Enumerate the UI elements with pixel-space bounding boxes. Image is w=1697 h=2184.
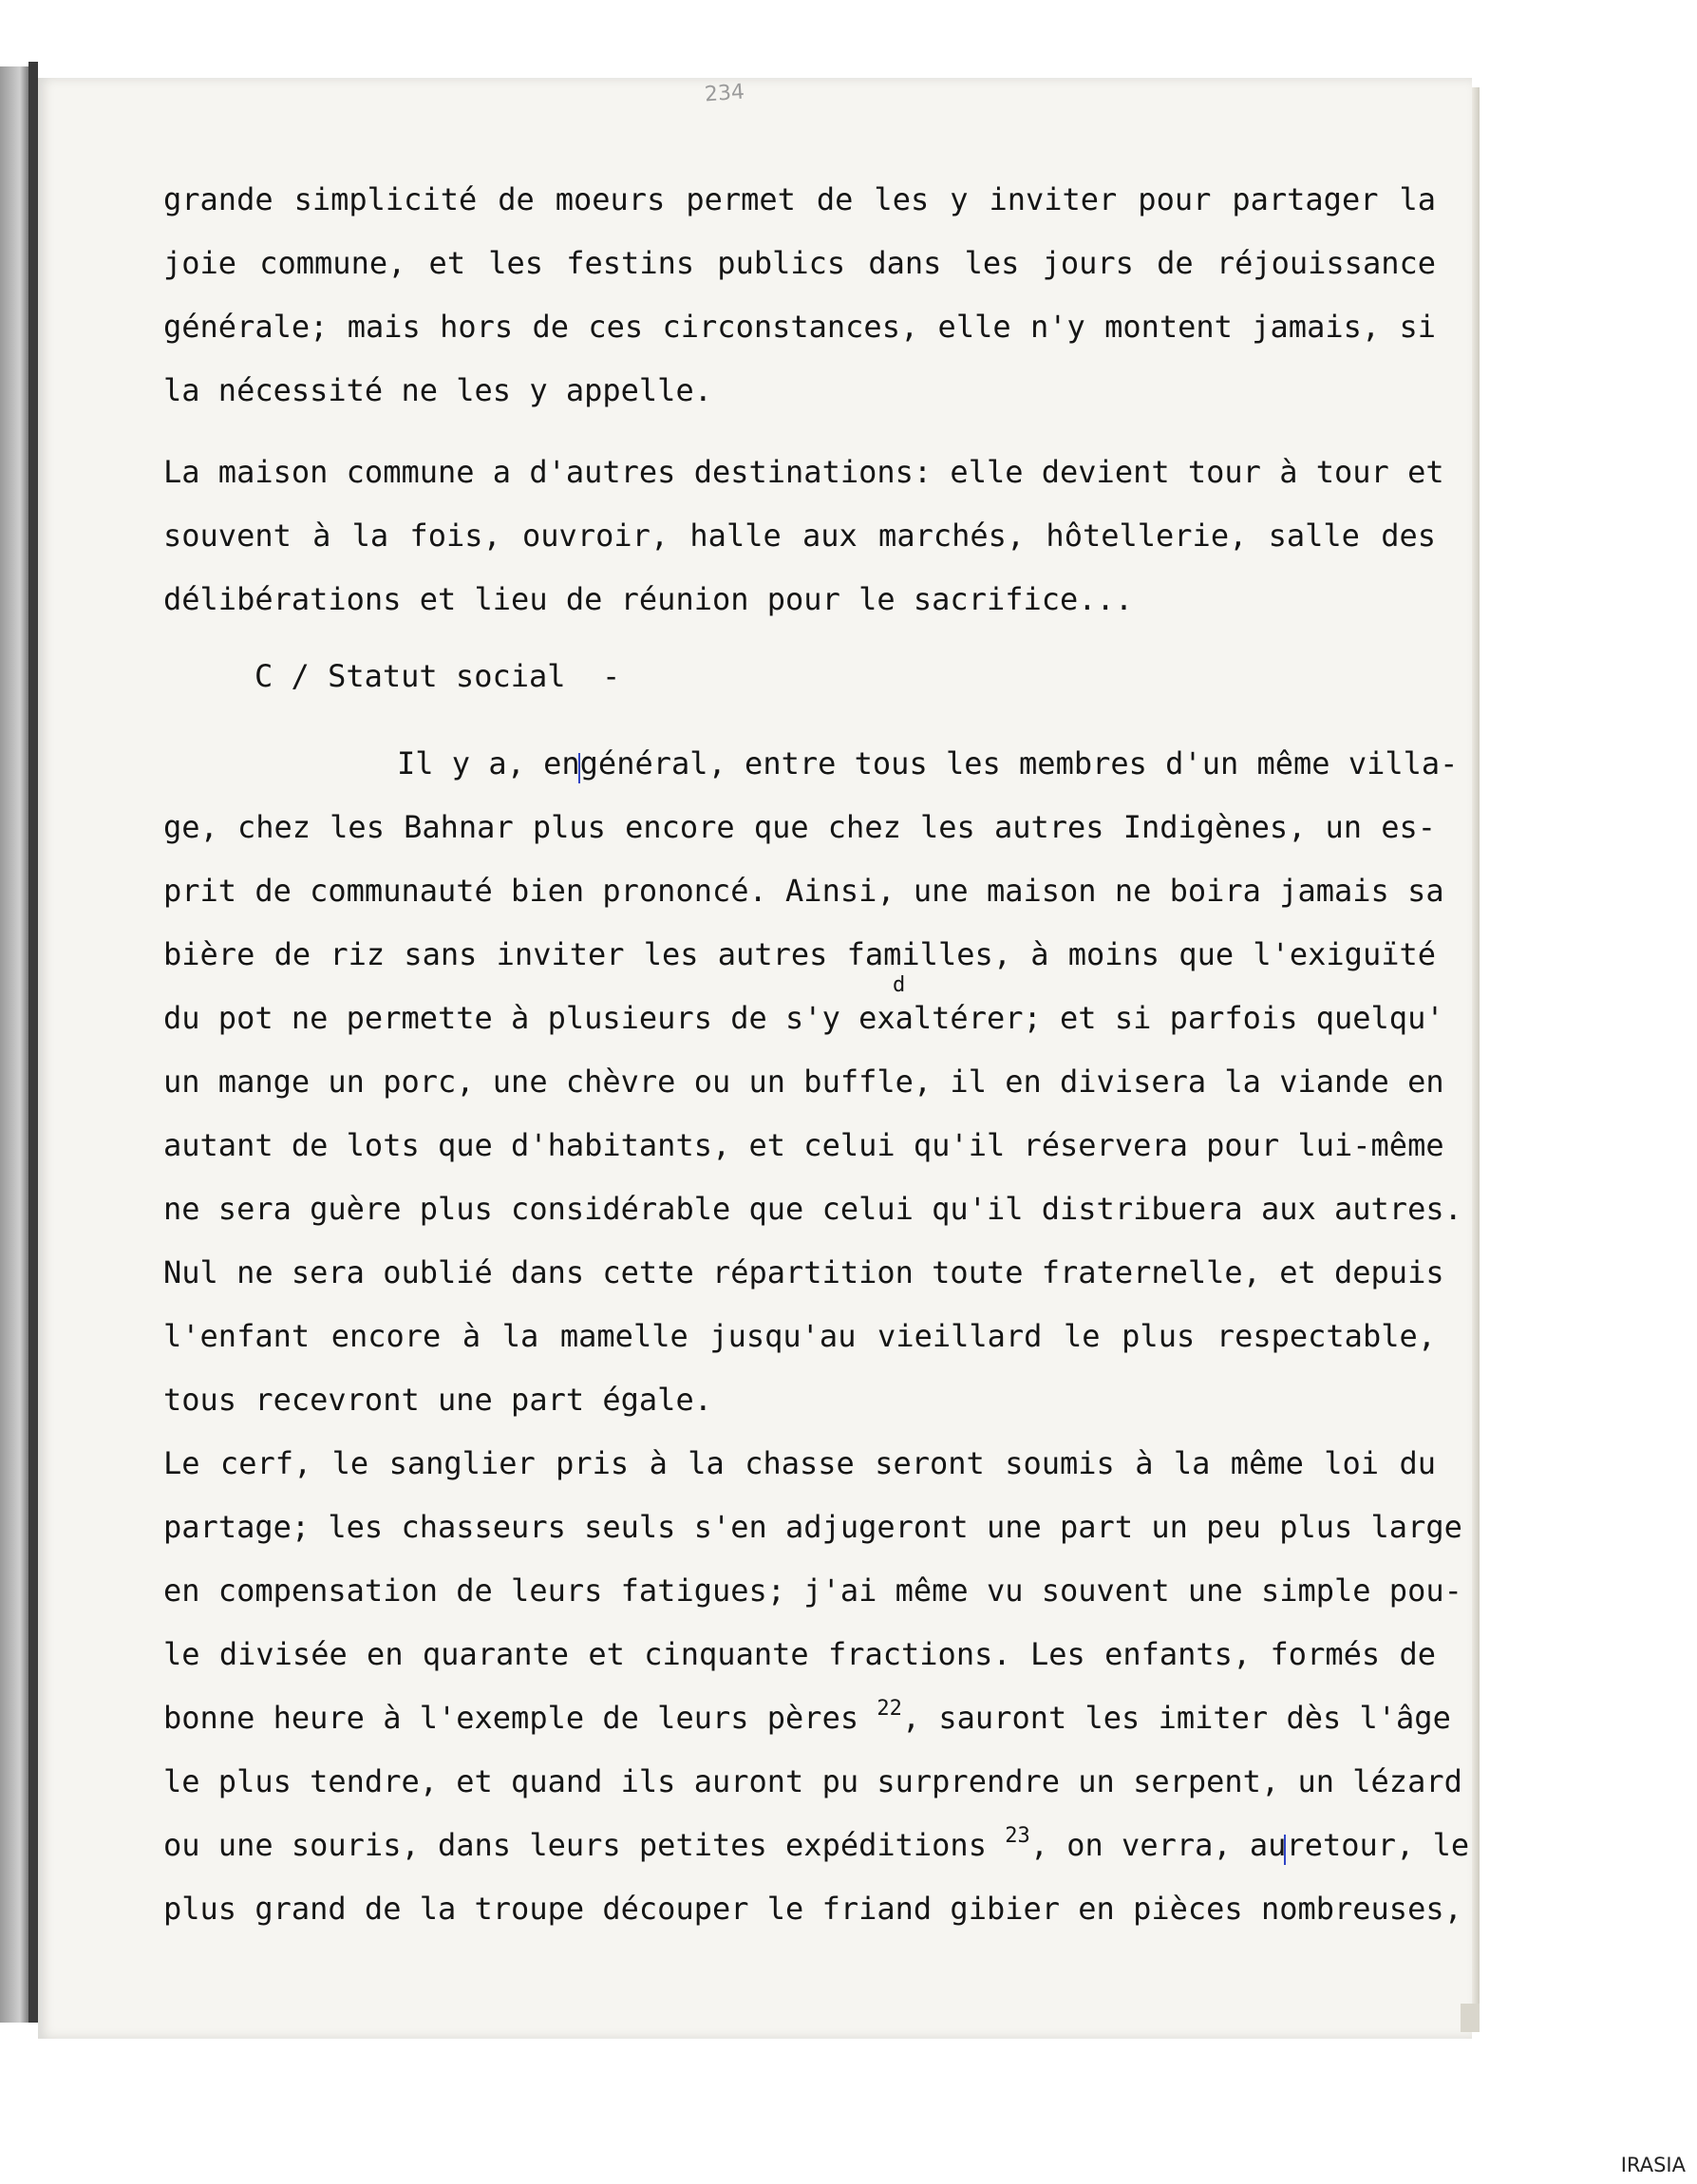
page-stack-edge <box>1472 87 1480 2029</box>
text-line: Le cerf, le sanglier pris à la chasse seront soumis à la même loi du <box>163 1445 1436 1481</box>
text-line: ge, chez les Bahnar plus encore que chez les autres Indigènes, un es- <box>163 809 1436 845</box>
text-line: ne sera guère plus considérable que celui qu'il distribuera aux autres. <box>163 1191 1462 1227</box>
text-line: ou une souris, dans leurs petites expéditions $^{23}$, on verra, auretour, le <box>163 1824 1470 1863</box>
book-gutter <box>28 62 38 2023</box>
text-line: générale; mais hors de ces circonstances, elle n'y montent jamais, si <box>163 309 1436 345</box>
footnote-ref-22: 22 <box>877 1697 902 1721</box>
footnote-ref-23: 23 <box>1005 1824 1030 1848</box>
section-heading: C / Statut social - <box>255 658 621 694</box>
page-corner <box>1461 2004 1480 2032</box>
text-line: bière de riz sans inviter les autres familles, à moins que l'exiguïté <box>163 936 1436 972</box>
text-line: le plus tendre, et quand ils auront pu surprendre un serpent, un lézard <box>163 1763 1462 1799</box>
text-line: prit de communauté bien prononcé. Ainsi, une maison ne boira jamais sa <box>163 873 1444 909</box>
text-line: le divisée en quarante et cinquante fractions. Les enfants, formés de <box>163 1636 1436 1672</box>
archive-watermark: IRASIA <box>1620 2154 1686 2176</box>
text-line: bonne heure à l'exemple de leurs pères $^{22}$, sauront les imiter dès l'âge <box>163 1697 1451 1736</box>
facing-page-edge <box>0 66 28 2023</box>
interlinear-correction: d <box>893 973 906 997</box>
text-line: délibérations et lieu de réunion pour le sacrifice... <box>163 581 1134 617</box>
text-line: la nécessité ne les y appelle. <box>163 372 712 408</box>
text-line: en compensation de leurs fatigues; j'ai même vu souvent une simple pou- <box>163 1572 1462 1609</box>
text-line: plus grand de la troupe découper le friand gibier en pièces nombreuses, <box>163 1891 1462 1927</box>
text-line: un mange un porc, une chèvre ou un buffle, il en divisera la viande en <box>163 1064 1444 1100</box>
text-line: du pot ne permette à plusieurs de s'y exaltérer; et si parfois quelqu' <box>163 1000 1444 1036</box>
text-line: grande simplicité de moeurs permet de les y inviter pour partager la <box>163 181 1436 217</box>
text-line: tous recevront une part égale. <box>163 1382 712 1418</box>
text-line: autant de lots que d'habitants, et celui qu'il réservera pour lui-même <box>163 1127 1444 1163</box>
text-line: l'enfant encore à la mamelle jusqu'au vieillard le plus respectable, <box>163 1318 1436 1354</box>
text-line: souvent à la fois, ouvroir, halle aux marchés, hôtellerie, salle des <box>163 518 1436 554</box>
text-line: joie commune, et les festins publics dans les jours de réjouissance <box>163 245 1436 281</box>
text-line: La maison commune a d'autres destinations: elle devient tour à tour et <box>163 454 1444 490</box>
text-line: Nul ne sera oublié dans cette répartition toute fraternelle, et depuis <box>163 1254 1444 1290</box>
folio-number: 234 <box>704 80 745 107</box>
text-line: partage; les chasseurs seuls s'en adjugeront une part un peu plus large <box>163 1509 1462 1545</box>
text-line: Il y a, engénéral, entre tous les membres d'un même villa- <box>397 745 1459 781</box>
